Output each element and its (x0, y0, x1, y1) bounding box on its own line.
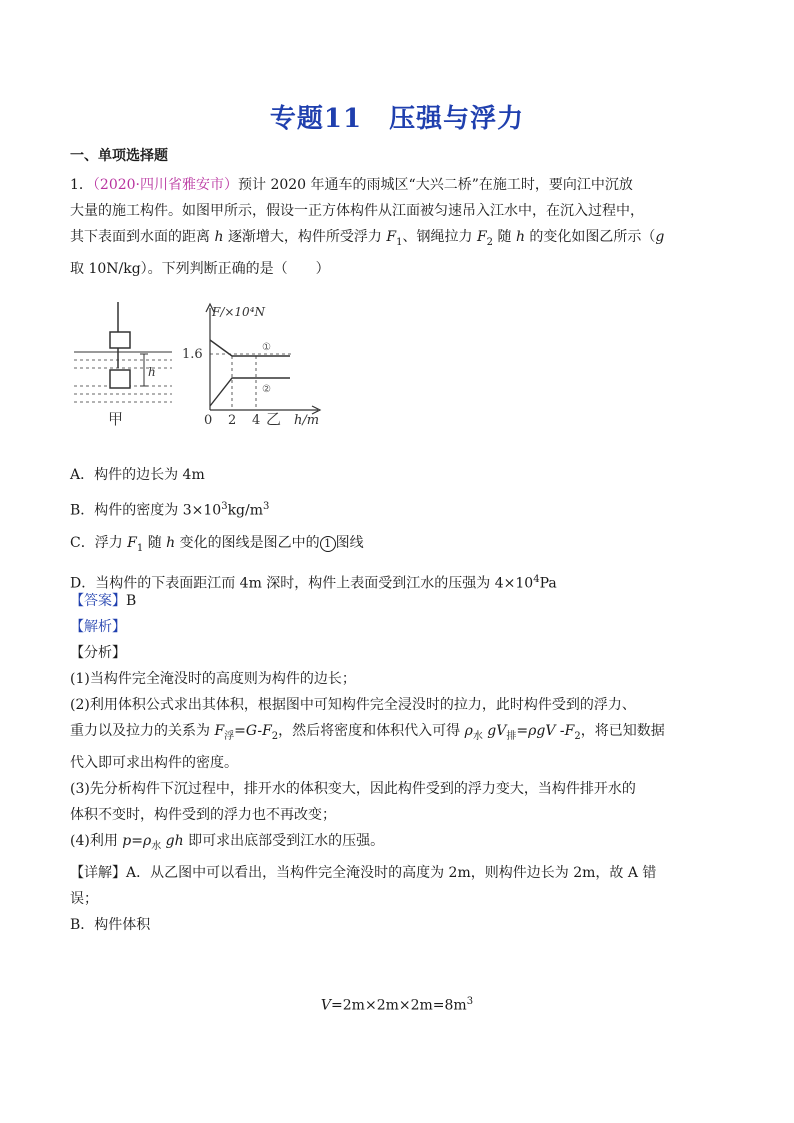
x-axis-label: h/m (294, 413, 320, 428)
answer-value: B (126, 593, 137, 609)
diagram-jia (74, 302, 172, 402)
h-mark: h (148, 365, 156, 379)
y-tick: 1.6 (182, 347, 203, 362)
point-2-line-2: 重力以及拉力的关系为 $F_浮=G-F_2$，然后将密度和体积代入可得 $\rho_水$ $gV_排=\rho gV$ $-F_2$，将已知数据 (70, 723, 665, 742)
answer-label: 【答案】 (70, 593, 126, 609)
label-jia: 甲 (108, 410, 124, 428)
circled-one: 1 (320, 536, 336, 552)
graph-yi (206, 304, 320, 414)
volume-formula: $V=2m\times 2m\times 2m=8m^3$ (320, 996, 474, 1014)
question-source: （2020·四川省雅安市） (92, 177, 239, 193)
stem-line-2: 大量的施工构件。如图甲所示，假设一正方体构件从江面被匀速吊入江水中，在沉入过程中， (70, 203, 644, 219)
figure-svg (72, 300, 332, 428)
detail-line-2: 误； (70, 890, 98, 907)
point-2-line-1: (2)利用体积公式求出其体积，根据图中可知构件完全浸没时的拉力，此时构件受到的浮力、 (70, 697, 636, 713)
curve-2 (210, 378, 290, 406)
point-2-line-3: 代入即可求出构件的密度。 (70, 754, 238, 771)
answer-line (70, 588, 720, 614)
option-b: B．构件的密度为 $3\times 10^3kg/m^3$ (70, 501, 270, 519)
stem-text-1: 预计 2020 年通车的雨城区“大兴二桥”在施工时，要向江中沉放 (238, 177, 633, 193)
stem-line-4: 取 10N/kg）。下列判断正确的是（ ） (70, 260, 330, 277)
option-d: D．当构件的下表面距江而 4m 深时，构件上表面受到江水的压强为 $4\times 10^4Pa$ (70, 574, 557, 593)
fenxi-label: 【分析】 (70, 645, 126, 661)
curve-label-1: ① (262, 342, 271, 353)
question-figure (72, 300, 332, 428)
question-stem (70, 172, 720, 282)
stem-line-3: 其下表面到水面的距离 h 逐渐增大，构件所受浮力 $F_1$、钢绳拉力 $F_2$ 随 h 的变化如图乙所示（g (70, 229, 665, 248)
x-tick-2: 2 (228, 413, 237, 428)
stem-line-1 (70, 172, 720, 198)
answer-block (70, 588, 720, 938)
point-4: (4)利用 $p=\rho_水$ gh 即可求出底部受到江水的压强。 (70, 832, 385, 852)
section-heading: 一、单项选择题 (70, 148, 168, 164)
detail-label: 【详解】 (70, 864, 126, 881)
options (70, 462, 720, 597)
detail-line-1: 【详解】A．从乙图中可以看出，当构件完全淹没时的高度为 2m，则构件边长为 2m，故 A 错 (70, 864, 657, 881)
point-1: (1)当构件完全淹没时的高度则为构件的边长； (70, 671, 356, 687)
point-3-line-1: (3)先分析构件下沉过程中，排开水的体积变大，因此构件受到的浮力变大，当构件排开水的 (70, 780, 636, 797)
point-3-line-2: 体积不变时，构件受到的浮力也不再改变； (70, 806, 336, 823)
x-tick-4: 4 (252, 413, 261, 428)
label-yi: 乙 (266, 410, 282, 428)
y-axis-label: F/×10⁴N (212, 305, 266, 319)
curve-label-2: ② (262, 384, 271, 395)
option-c: C．浮力 $F_1$ 随 h 变化的图线是图乙中的 1 图线 (70, 534, 364, 554)
detail-line-3: B．构件体积 (70, 916, 151, 933)
question-number: 1． (70, 177, 93, 193)
analysis-label: 【解析】 (70, 619, 126, 635)
x-tick-0: 0 (204, 413, 213, 428)
option-a: A．构件的边长为 4m (70, 467, 205, 483)
page-title: 专题11 压强与浮力 (269, 104, 525, 134)
